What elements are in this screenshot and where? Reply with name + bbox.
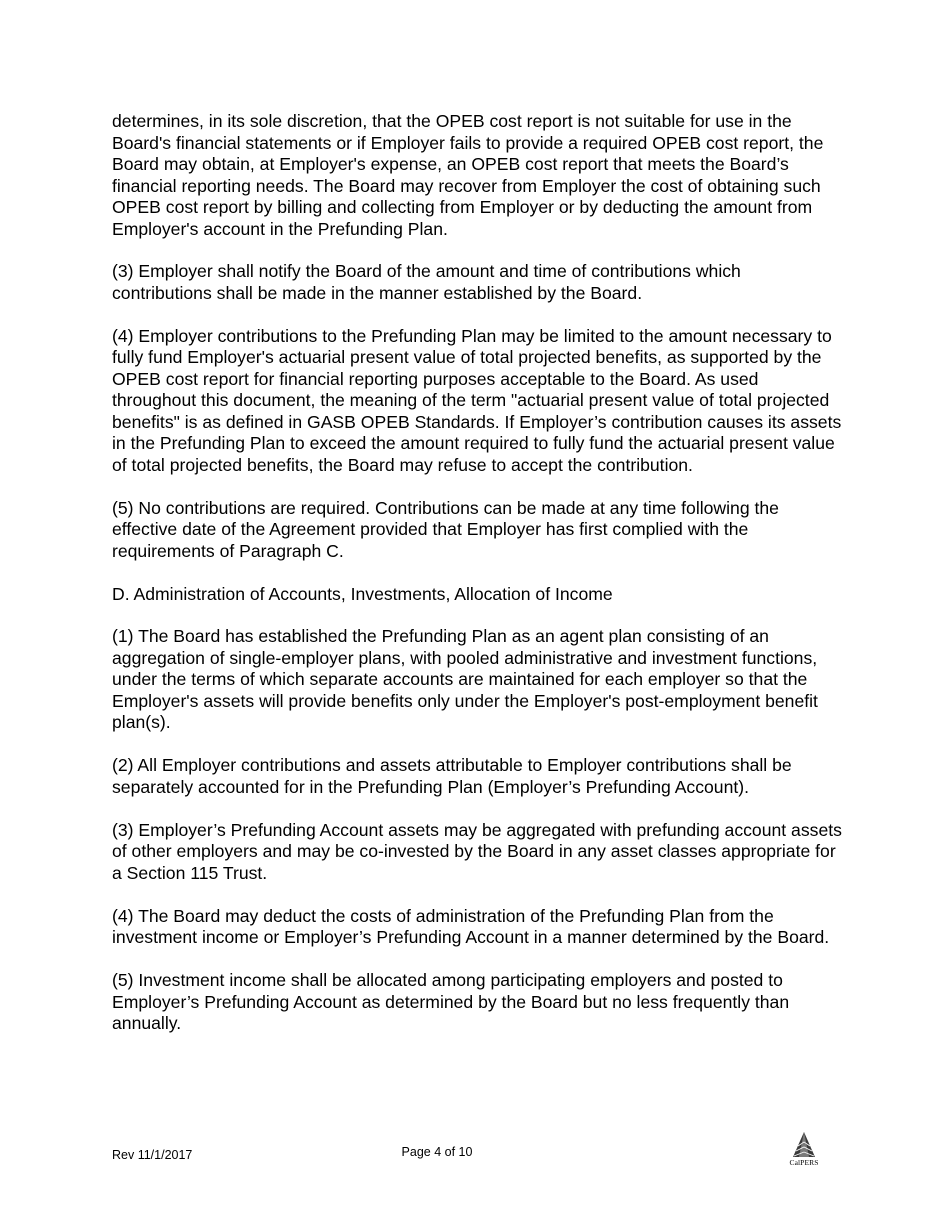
page-number: Page 4 of 10 [401,1145,473,1159]
paragraph-d1-agent-plan: (1) The Board has established the Prefunding Plan as an agent plan consisting of an aggregation of single-employer plans, with pooled administrative and investment functions, under the terms of which separate accounts are maintained for each employer so that the Employer's assets will provide benefits only under the Employer's post-employment benefit plan(s). [112,626,818,733]
revision-date: Rev 11/1/2017 [112,1148,193,1162]
paragraph-d5-investment-income: (5) Investment income shall be allocated among participating employers and posted to Employer’s Prefunding Account as determined by the Board but no less frequently than annually. [112,970,790,1034]
calpers-logo [786,1131,822,1171]
section-heading-d: D. Administration of Accounts, Investments, Allocation of Income [112,583,613,604]
document-body [112,111,844,1056]
paragraph-c3-notify: (3) Employer shall notify the Board of the amount and time of contributions which contributions shall be made in the manner established by the Board. [112,261,741,303]
paragraph-d4-admin-costs: (4) The Board may deduct the costs of administration of the Prefunding Plan from the investment income or Employer’s Prefunding Account in a manner determined by the Board. [112,905,830,948]
paragraph-c5-no-contributions: (5) No contributions are required. Contributions can be made at any time following the effective date of the Agreement provided that Employer has first complied with the requirements of Paragraph C. [112,497,779,561]
calpers-logo-text: CalPERS [789,1158,819,1167]
calpers-logo-icon [786,1131,822,1159]
paragraph-opeb-report: determines, in its sole discretion, that the OPEB cost report is not suitable for use in the Board's financial statements or if Employer fails to provide a required OPEB cost report, the Board may obtain, at Employer's expense, an OPEB cost report that meets the Board’s financial reporting needs. The Board may recover from Employer the cost of obtaining such OPEB cost report by billing and collecting from Employer or by deducting the amount from Employer's account in the Prefunding Plan. [112,111,824,239]
paragraph-c4-limits: (4) Employer contributions to the Prefunding Plan may be limited to the amount necessary to fully fund Employer's actuarial present value of total projected benefits, as supported by the OPEB cost report for financial reporting purposes acceptable to the Board. As used throughout this document, the meaning of the term "actuarial present value of total projected benefits" is as defined in GASB OPEB Standards. If Employer’s contribution causes its assets in the Prefunding Plan to exceed the amount required to fully fund the actuarial present value of total projected benefits, the Board may refuse to accept the contribution. [112,325,842,475]
paragraph-d3-aggregation: (3) Employer’s Prefunding Account assets may be aggregated with prefunding account assets of other employers and may be co-invested by the Board in any asset classes appropriate for a Section 115 Trust. [112,819,842,883]
paragraph-d2-accounting: (2) All Employer contributions and assets attributable to Employer contributions shall be separately accounted for in the Prefunding Plan (Employer’s Prefunding Account). [112,755,792,797]
